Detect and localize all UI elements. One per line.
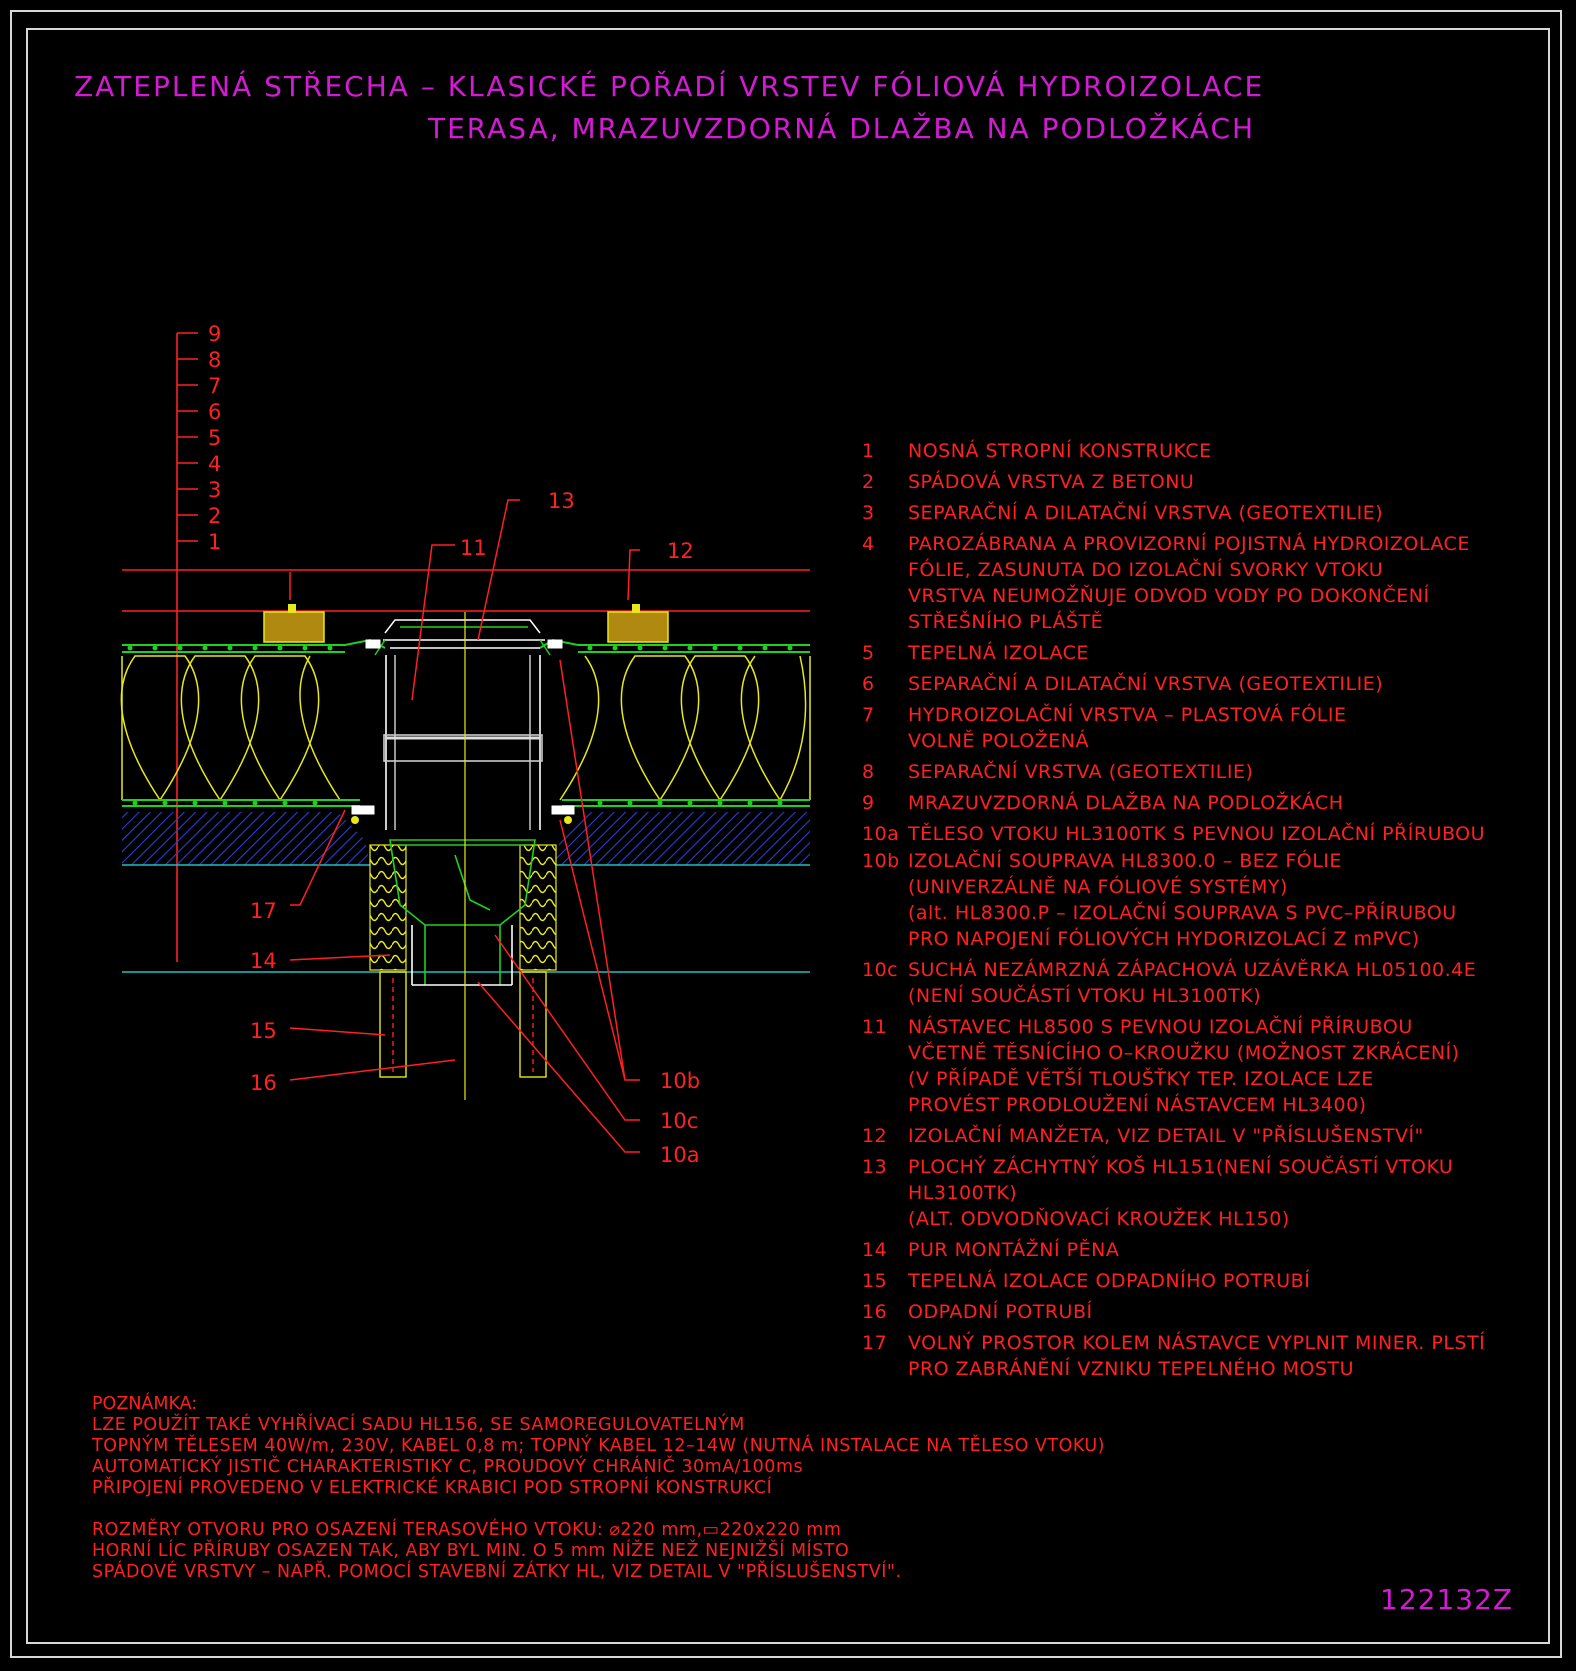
- layer-label-7: 7: [208, 374, 222, 398]
- callout-16: 16: [250, 1071, 277, 1095]
- legend-text: PUR MONTÁŽNÍ PĚNA: [908, 1239, 1120, 1261]
- layer-label-1: 1: [208, 530, 222, 554]
- legend-item: [850, 1237, 1530, 1263]
- legend-number: 9: [862, 792, 875, 814]
- legend-item: [850, 640, 1530, 666]
- layer-label-4: 4: [208, 452, 222, 476]
- legend-number: 1: [862, 440, 875, 462]
- legend-text: NOSNÁ STROPNÍ KONSTRUKCE: [908, 440, 1212, 462]
- legend-number: 12: [862, 1125, 888, 1147]
- legend-number: 8: [862, 761, 875, 783]
- callout-12: 12: [667, 539, 694, 563]
- legend-number: 2: [862, 471, 875, 493]
- legend-item: [850, 821, 1530, 847]
- legend-item: [850, 790, 1530, 816]
- legend-item: [850, 759, 1530, 785]
- legend-number: 3: [862, 502, 875, 524]
- drain-assembly: [384, 655, 542, 985]
- layer-legend: [850, 438, 1530, 1382]
- legend-item: [850, 1123, 1530, 1149]
- legend-text: TĚLESO VTOKU HL3100TK S PEVNOU IZOLAČNÍ PŘÍRUBOU: [908, 823, 1486, 845]
- thermal-insulation: [121, 656, 810, 800]
- legend-text: TEPELNÁ IZOLACE ODPADNÍHO POTRUBÍ: [908, 1270, 1311, 1292]
- callout-17: 17: [250, 899, 277, 923]
- legend-item: [850, 469, 1530, 495]
- waterproofing-foil-top: [122, 640, 810, 652]
- legend-item: [850, 438, 1530, 464]
- callout-13: 13: [548, 489, 575, 513]
- legend-item: [850, 848, 1530, 952]
- legend-text: IZOLAČNÍ MANŽETA, VIZ DETAIL V "PŘÍSLUŠENSTVÍ": [908, 1125, 1424, 1147]
- layer-scale: [177, 322, 221, 962]
- legend-text: SUCHÁ NEZÁMRZNÁ ZÁPACHOVÁ UZÁVĚRKA HL05100.4E (NENÍ SOUČÁSTÍ VTOKU HL3100TK): [908, 959, 1477, 1007]
- pur-foam: [370, 845, 556, 970]
- legend-number: 6: [862, 673, 875, 695]
- legend-item: [850, 957, 1530, 1009]
- drawing-title-line-1: ZATEPLENÁ STŘECHA – KLASICKÉ POŘADÍ VRSTEV FÓLIOVÁ HYDROIZOLACE: [74, 70, 1265, 103]
- grate-basket: [375, 620, 550, 655]
- legend-item: [850, 1268, 1530, 1294]
- legend-number: 15: [862, 1270, 888, 1292]
- legend-text: ODPADNÍ POTRUBÍ: [908, 1301, 1093, 1323]
- vapour-barrier-dots: [133, 801, 783, 806]
- layer-label-9: 9: [208, 322, 222, 346]
- legend-item: [850, 1014, 1530, 1118]
- layer-label-2: 2: [208, 504, 222, 528]
- paving-pedestals: [264, 604, 668, 642]
- note-heading: POZNÁMKA:: [92, 1394, 198, 1414]
- legend-item: [850, 1299, 1530, 1325]
- legend-number: 10b: [862, 850, 900, 872]
- legend-number: 17: [862, 1332, 888, 1354]
- concrete-screed: [122, 812, 810, 865]
- drawing-code: 122132Z: [1380, 1583, 1514, 1616]
- legend-text: TEPELNÁ IZOLACE: [908, 642, 1089, 664]
- legend-text: SPÁDOVÁ VRSTVA Z BETONU: [908, 471, 1195, 493]
- legend-item: [850, 1154, 1530, 1232]
- paving-layer: [122, 570, 810, 611]
- legend-text: SEPARAČNÍ VRSTVA (GEOTEXTILIE): [908, 761, 1254, 783]
- layer-label-5: 5: [208, 426, 222, 450]
- layer-label-8: 8: [208, 348, 222, 372]
- legend-number: 14: [862, 1239, 888, 1261]
- legend-number: 4: [862, 533, 875, 555]
- legend-number: 10c: [862, 959, 899, 981]
- legend-item: [850, 500, 1530, 526]
- legend-text: SEPARAČNÍ A DILATAČNÍ VRSTVA (GEOTEXTILIE): [908, 502, 1384, 524]
- note-body: LZE POUŽÍT TAKÉ VYHŘÍVACÍ SADU HL156, SE SAMOREGULOVATELNÝM TOPNÝM TĚLESEM 40W/m, 230V, KABEL 0,8 m; TOPNÝ KABEL 12–14W (NUTNÁ INSTALACE NA TĚLESO VTOKU) AUTOMATICKÝ JISTIČ CHARAKTERISTIKY C, PROUDOVÝ CHRÁNIČ 30mA/100ms PŘIPOJENÍ PROVEDENO V ELEKTRICKÉ KRABICI POD STROPNÍ KONSTRUKCÍ ROZMĚRY OTVORU PRO OSAZENÍ TERASOVÉHO VTOKU: ⌀220 mm,▭220x220 mm HORNÍ LÍC PŘÍRUBY OSAZEN TAK, ABY BYL MIN. O 5 mm NÍŽE NEŽ NEJNIŽŠÍ MÍSTO SPÁDOVÉ VRSTVY – NAPŘ. POMOCÍ STAVEBNÍ ZÁTKY HL, VIZ DETAIL V "PŘÍSLUŠENSTVÍ".: [92, 1415, 1105, 1582]
- legend-text: HYDROIZOLAČNÍ VRSTVA – PLASTOVÁ FÓLIE VOLNĚ POLOŽENÁ: [908, 704, 1347, 752]
- legend-item: [850, 1330, 1530, 1382]
- legend-item: [850, 531, 1530, 635]
- legend-number: 16: [862, 1301, 888, 1323]
- layer-label-3: 3: [208, 478, 222, 502]
- legend-text: SEPARAČNÍ A DILATAČNÍ VRSTVA (GEOTEXTILIE): [908, 673, 1384, 695]
- legend-text: NÁSTAVEC HL8500 S PEVNOU IZOLAČNÍ PŘÍRUBOU VČETNĚ TĚSNÍCÍHO O–KROUŽKU (MOŽNOST ZKRÁCENÍ) (V PŘÍPADĚ VĚTŠÍ TLOUŠŤKY TEP. IZOLACE LZE PROVÉST PRODLOUŽENÍ NÁSTAVCEM HL3400): [908, 1016, 1460, 1116]
- drawing-title-line-2: TERASA, MRAZUVZDORNÁ DLAŽBA NA PODLOŽKÁCH: [428, 112, 1256, 145]
- callout-10b: 10b: [660, 1069, 701, 1093]
- callout-15: 15: [250, 1019, 277, 1043]
- callout-14: 14: [250, 949, 277, 973]
- legend-text: IZOLAČNÍ SOUPRAVA HL8300.0 – BEZ FÓLIE (UNIVERZÁLNĚ NA FÓLIOVÉ SYSTÉMY) (alt. HL8300.P – IZOLAČNÍ SOUPRAVA S PVC–PŘÍRUBOU PRO NAPOJENÍ FÓLIOVÝCH HYDORIZOLACÍ Z mPVC): [908, 850, 1457, 950]
- legend-text: MRAZUVZDORNÁ DLAŽBA NA PODLOŽKÁCH: [908, 792, 1344, 814]
- legend-text: PAROZÁBRANA A PROVIZORNÍ POJISTNÁ HYDROIZOLACE FÓLIE, ZASUNUTA DO IZOLAČNÍ SVORKY VTOKU VRSTVA NEUMOŽŇUJE ODVOD VODY PO DOKONČENÍ STŘEŠNÍHO PLÁŠTĚ: [908, 533, 1470, 633]
- callout-10a: 10a: [660, 1143, 700, 1167]
- callout-10c: 10c: [660, 1109, 699, 1133]
- legend-number: 10a: [862, 823, 900, 845]
- legend-number: 11: [862, 1016, 888, 1038]
- legend-number: 5: [862, 642, 875, 664]
- legend-number: 7: [862, 704, 875, 726]
- callout-11: 11: [460, 536, 487, 560]
- legend-item: [850, 702, 1530, 754]
- legend-item: [850, 671, 1530, 697]
- pipe-insulation: [380, 972, 546, 1077]
- legend-number: 13: [862, 1156, 888, 1178]
- layer-label-6: 6: [208, 400, 222, 424]
- legend-text: PLOCHÝ ZÁCHYTNÝ KOŠ HL151(NENÍ SOUČÁSTÍ VTOKU HL3100TK) (ALT. ODVODŇOVACÍ KROUŽEK HL150): [908, 1156, 1454, 1230]
- legend-text: VOLNÝ PROSTOR KOLEM NÁSTAVCE VYPLNIT MINER. PLSTÍ PRO ZABRÁNĚNÍ VZNIKU TEPELNÉHO MOSTU: [908, 1332, 1486, 1380]
